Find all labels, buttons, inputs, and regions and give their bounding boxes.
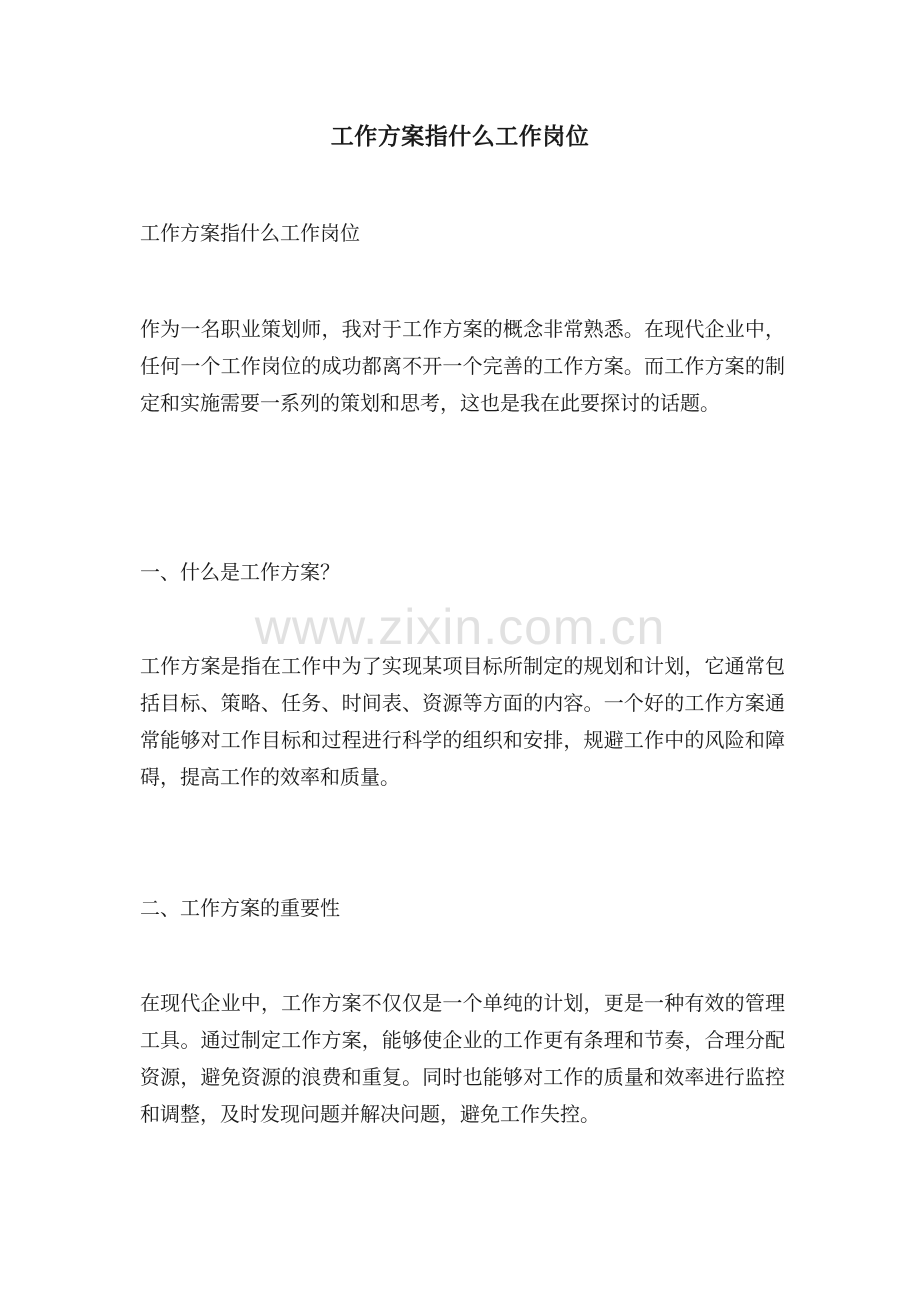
document-subtitle: 工作方案指什么工作岗位 (140, 221, 360, 245)
paragraph-importance: 在现代企业中，工作方案不仅仅是一个单纯的计划，更是一种有效的管理工具。通过制定工作方案，能够使企业的工作更有条理和节奏，合理分配资源，避免资源的浪费和重复。同时也能够对工作的质量和效率进行监控和调整，及时发现问题并解决问题，避免工作失控。 (140, 991, 785, 1126)
paragraph-definition: 工作方案是指在工作中为了实现某项目标所制定的规划和计划，它通常包括目标、策略、任务、时间表、资源等方面的内容。一个好的工作方案通常能够对工作目标和过程进行科学的组织和安排，规避工作中的风险和障碍，提高工作的效率和质量。 (140, 654, 785, 789)
watermark: www.zixin.com.cn (254, 599, 666, 655)
section-heading-what-is: 一、什么是工作方案？ (140, 560, 340, 584)
paragraph-intro: 作为一名职业策划师，我对于工作方案的概念非常熟悉。在现代企业中，任何一个工作岗位的成功都离不开一个完善的工作方案。而工作方案的制定和实施需要一系列的策划和思考，这也是我在此要探讨的话题。 (140, 317, 785, 415)
section-heading-importance: 二、工作方案的重要性 (140, 896, 340, 920)
document-title: 工作方案指什么工作岗位 (330, 123, 590, 150)
